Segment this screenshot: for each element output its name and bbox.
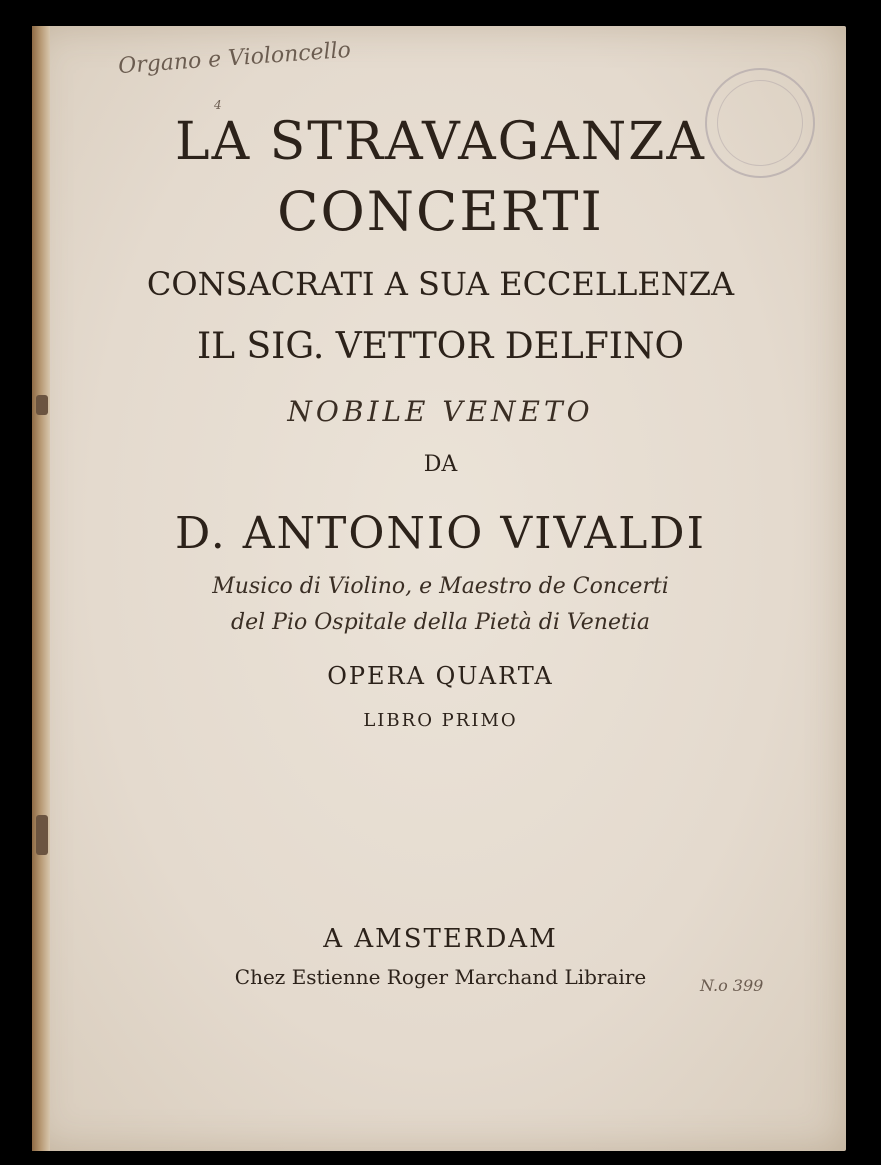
dedication-line: CONSACRATI A SUA ECCELLENZA [146,265,735,303]
binding-tie [36,815,48,855]
title-line-2: CONCERTI [277,180,604,243]
composer-role-line-1: Musico di Violino, e Maestro de Concerti [212,574,669,599]
leaf-number: 4 [214,98,222,112]
plate-number: N.o 399 [700,976,764,995]
composer-name: D. ANTONIO VIVALDI [175,508,706,559]
imprint-publisher: Chez Estienne Roger Marchand Libraire [234,965,647,989]
da-line: DA [423,452,458,477]
nobile-veneto-line: NOBILE VENETO [287,395,594,428]
title-line-1: LA STRAVAGANZA [175,112,706,172]
book-line: LIBRO PRIMO [363,710,518,731]
dedicatee-line: IL SIG. VETTOR DELFINO [196,326,685,367]
handwritten-note: Organo e Violoncello [117,37,352,80]
opus-line: OPERA QUARTA [327,662,554,690]
imprint-city: A AMSTERDAM [323,924,558,954]
composer-role-line-2: del Pio Ospitale della Pietà di Venetia [231,610,650,635]
